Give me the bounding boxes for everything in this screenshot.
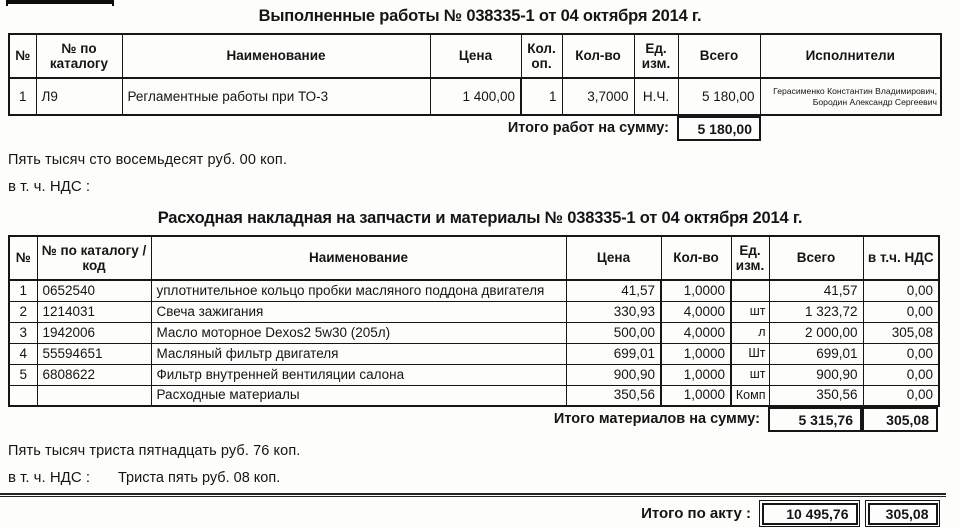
table-cell: шт	[731, 364, 769, 385]
table-cell: уплотнительное кольцо пробки масляного поддона двигателя	[151, 280, 566, 301]
table-row	[9, 343, 939, 364]
table-cell: Фильтр внутренней вентиляции салона	[151, 364, 566, 385]
table-cell: 0,00	[863, 280, 939, 301]
works-title: Выполненные работы № 038335-1 от 04 октября 2014 г.	[258, 7, 702, 25]
column-header: Цена	[430, 34, 521, 78]
works-amount-in-words: Пять тысяч сто восемьдесят руб. 00 коп.	[8, 152, 287, 168]
table-cell: 1214031	[37, 301, 151, 322]
table-row	[9, 385, 939, 406]
table-cell: 41,57	[566, 280, 661, 301]
grand-total-row	[0, 500, 960, 527]
table-cell: Свеча зажигания	[151, 301, 566, 322]
table-cell: 0652540	[37, 280, 151, 301]
table-cell: 1	[9, 78, 36, 115]
table-cell: 500,00	[566, 322, 661, 343]
table-cell: 4,0000	[661, 301, 731, 322]
table-cell: 41,57	[769, 280, 863, 301]
table-cell: 0,00	[863, 364, 939, 385]
table-cell: 0,00	[863, 385, 939, 406]
table-row	[9, 364, 939, 385]
table-cell: 1,0000	[661, 343, 731, 364]
table-cell: Масло моторное Dexos2 5w30 (205л)	[151, 322, 566, 343]
table-cell: 4,0000	[661, 322, 731, 343]
table-cell: 3	[9, 322, 37, 343]
table-cell: 55594651	[37, 343, 151, 364]
table-cell: 699,01	[769, 343, 863, 364]
table-row	[9, 301, 939, 322]
table-cell: 305,08	[863, 322, 939, 343]
table-cell: 350,56	[769, 385, 863, 406]
column-header: Наименование	[122, 34, 430, 78]
table-cell: Комп	[731, 385, 769, 406]
materials-total-label: Итого материалов на сумму:	[553, 411, 760, 427]
grand-total-vat: 305,08	[868, 503, 938, 525]
table-cell: 1 400,00	[430, 78, 521, 115]
table-cell: 350,56	[566, 385, 661, 406]
table-cell: 1,0000	[661, 385, 731, 406]
column-header: Исполнители	[760, 34, 941, 78]
table-cell: Герасименко Константин Владимирович, Бородин Александр Сергеевич	[760, 78, 941, 115]
column-header: Ед. изм.	[731, 236, 769, 280]
column-header: Всего	[678, 34, 760, 78]
table-cell: шт	[731, 301, 769, 322]
table-cell: 1 323,72	[769, 301, 863, 322]
grand-total-value-box	[759, 500, 860, 527]
materials-vat-words: Триста пять руб. 08 коп.	[118, 470, 281, 486]
table-cell: 900,90	[566, 364, 661, 385]
materials-title: Расходная накладная на запчасти и материалы № 038335-1 от 04 октября 2014 г.	[157, 209, 803, 227]
materials-table	[8, 235, 940, 407]
column-header: Цена	[566, 236, 661, 280]
table-cell: 2	[9, 301, 37, 322]
column-header: Кол-во	[661, 236, 731, 280]
table-cell: 1,0000	[661, 364, 731, 385]
table-cell: 2 000,00	[769, 322, 863, 343]
column-header: Всего	[769, 236, 863, 280]
materials-total-vat: 305,08	[862, 407, 938, 432]
works-total-value: 5 180,00	[677, 116, 761, 141]
works-total-label: Итого работ на сумму:	[507, 120, 669, 136]
works-total-row	[8, 116, 940, 141]
table-cell: Шт	[731, 343, 769, 364]
table-cell: 1	[521, 78, 562, 115]
grand-total-value: 10 495,76	[762, 503, 858, 525]
table-cell: 4	[9, 343, 37, 364]
grand-total-label: Итого по акту :	[641, 505, 751, 522]
column-header: в т.ч. НДС	[863, 236, 939, 280]
table-cell: 3,7000	[562, 78, 634, 115]
table-cell: 330,93	[566, 301, 661, 322]
grand-total-separator	[0, 493, 946, 497]
spacer	[761, 116, 940, 141]
table-cell: Регламентные работы при ТО-3	[122, 78, 430, 115]
table-cell: л	[731, 322, 769, 343]
table-cell: Н.Ч.	[634, 78, 678, 115]
materials-total-value: 5 315,76	[768, 407, 862, 432]
column-header: Наименование	[151, 236, 566, 280]
column-header: Кол. оп.	[521, 34, 562, 78]
table-cell: 5 180,00	[678, 78, 760, 115]
works-table-body	[9, 78, 941, 115]
column-header: Ед. изм.	[634, 34, 678, 78]
materials-vat-label: в т. ч. НДС :	[8, 469, 90, 486]
table-cell: Л9	[36, 78, 122, 115]
column-header: № по каталогу / код	[37, 236, 151, 280]
column-header: №	[9, 34, 36, 78]
materials-header-row	[9, 236, 939, 280]
table-cell: Расходные материалы	[151, 385, 566, 406]
materials-vat-line	[8, 469, 960, 486]
table-cell: 900,90	[769, 364, 863, 385]
works-table	[8, 33, 942, 116]
table-cell: 1	[9, 280, 37, 301]
table-cell: 6808622	[37, 364, 151, 385]
table-cell: 1942006	[37, 322, 151, 343]
table-cell: 1,0000	[661, 280, 731, 301]
works-vat-line: в т. ч. НДС :	[8, 178, 90, 195]
materials-table-body	[9, 280, 939, 406]
materials-total-row	[8, 407, 938, 432]
table-row	[9, 78, 941, 115]
previous-table-fragment	[6, 0, 114, 6]
table-row	[9, 322, 939, 343]
grand-total-vat-box	[865, 500, 940, 527]
table-cell	[9, 385, 37, 406]
table-row	[9, 280, 939, 301]
table-cell: 699,01	[566, 343, 661, 364]
table-cell	[37, 385, 151, 406]
table-cell: 5	[9, 364, 37, 385]
materials-amount-in-words: Пять тысяч триста пятнадцать руб. 76 коп.	[8, 443, 301, 459]
table-cell: 0,00	[863, 301, 939, 322]
works-header-row	[9, 34, 941, 78]
table-cell: 0,00	[863, 343, 939, 364]
column-header: № по каталогу	[36, 34, 122, 78]
table-cell	[731, 280, 769, 301]
column-header: Кол-во	[562, 34, 634, 78]
table-cell: Масляный фильтр двигателя	[151, 343, 566, 364]
column-header: №	[9, 236, 37, 280]
